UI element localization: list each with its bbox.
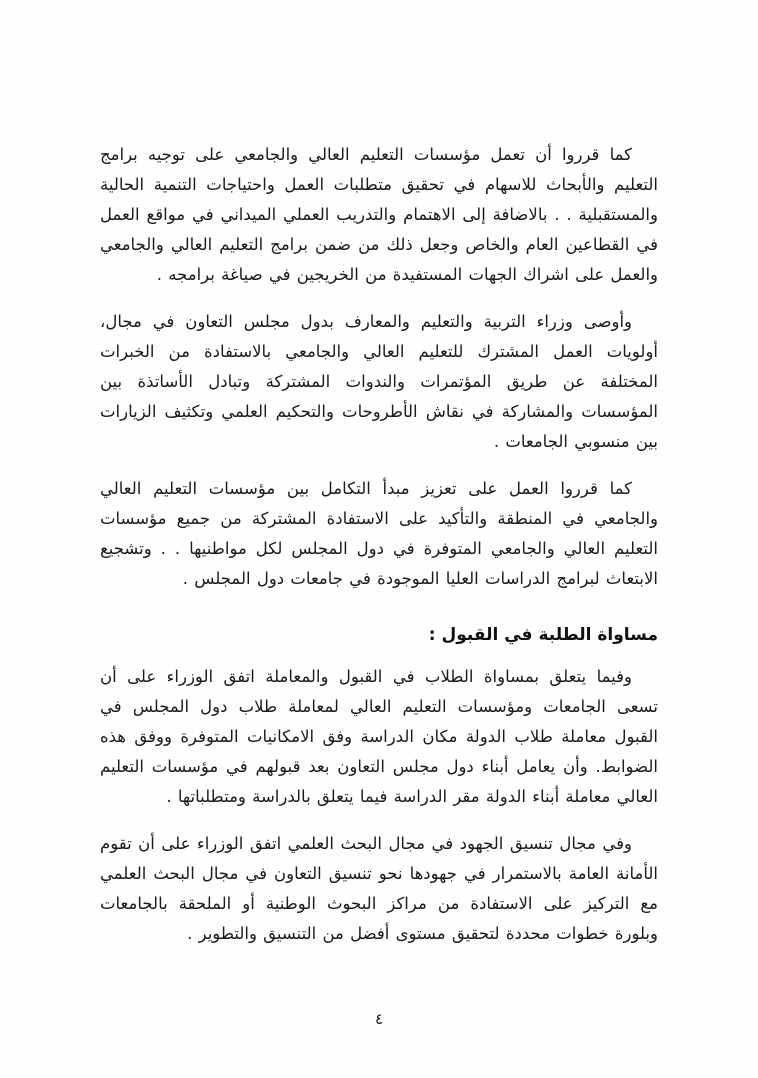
paragraph-ministers-recommendation: وأوصى وزراء التربية والتعليم والمعارف بدول مجلس التعاون في مجال، أولويات العمل المشترك للتعليم العالي والجامعي بالاستفادة من الخبرات المختلفة عن طريق المؤتمرات والندوات المشتركة وتبادل الأساتذة بين المؤسسات والمشاركة في نقاش الأطروحات والتحكيم العلمي وتكثيف الزيارات بين منسوبي الجامعات . xyxy=(100,312,658,451)
paragraph-research-coordination: وفي مجال تنسيق الجهود في مجال البحث العلمي اتفق الوزراء على أن تقوم الأمانة العامة بالاستمرار في جهودها نحو تنسيق التعاون في مجال البحث العلمي مع التركيز على الاستفادة من مراكز البحوث الوطنية أو الملحقة بالجامعات وبلورة خطوات محددة لتحقيق مستوى أفضل من التنسيق والتطوير . xyxy=(100,834,658,943)
section-heading-student-equality: مساواة الطلبة في القبول : xyxy=(428,625,658,645)
paragraph-integration-principle: كما قرروا العمل على تعزيز مبدأ التكامل بين مؤسسات التعليم العالي والجامعي في المنطقة والتأكيد على الاستفادة المشتركة من جميع مؤسسات التعليم العالي والجامعي المتوفرة في دول المجلس لكل مواطنيها . . وتشجيع الابتعاث لبرامج الدراسات العليا الموجودة في جامعات دول المجلس . xyxy=(100,479,658,588)
page-number: ٤ xyxy=(374,1010,384,1028)
text-block xyxy=(100,140,658,966)
paragraph-education-programs: كما قرروا أن تعمل مؤسسات التعليم العالي والجامعي على توجيه برامج التعليم والأبحاث للاسهام في تحقيق متطلبات العمل واحتياجات التنمية الحالية والمستقبلية . . بالاضافة إلى الاهتمام والتدريب العملي الميداني في مواقع العمل في القطاعين العام والخاص وجعل ذلك من ضمن برامج التعليم العالي والجامعي والعمل على اشراك الجهات المستفيدة من الخريجين في صياغة برامجه . xyxy=(100,145,658,284)
paragraph-student-equality: وفيما يتعلق بمساواة الطلاب في القبول والمعاملة اتفق الوزراء على أن تسعى الجامعات ومؤسسات التعليم العالي لمعاملة طلاب دول المجلس في القبول معاملة طلاب الدولة مكان الدراسة وفق الامكانيات المتوفرة ووفق هذه الضوابط. وأن يعامل أبناء دول مجلس التعاون بعد قبولهم في مؤسسات التعليم العالي معاملة أبناء الدولة مقر الدراسة فيما يتعلق بالدراسة ومتطلباتها . xyxy=(100,667,658,806)
